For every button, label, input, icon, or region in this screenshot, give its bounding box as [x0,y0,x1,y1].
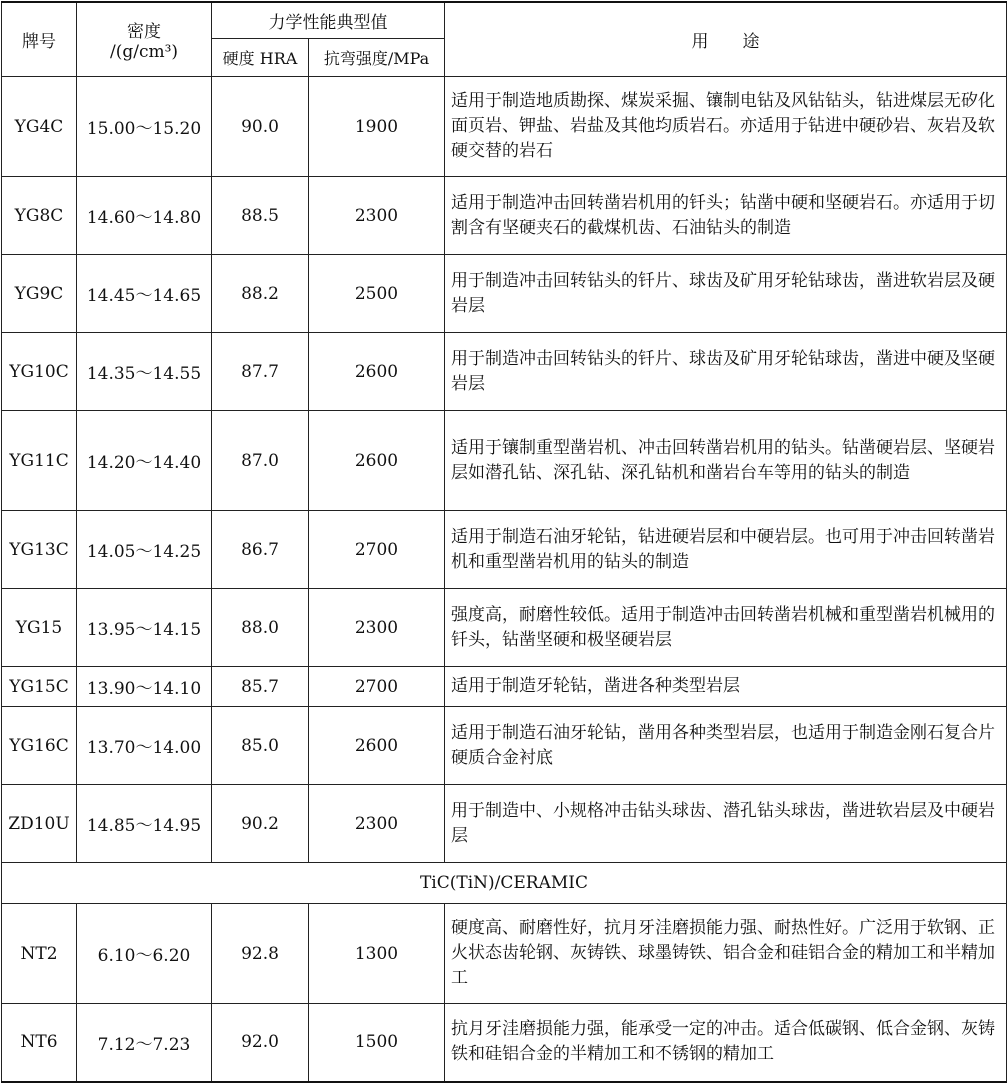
cell-hardness: 87.0 [212,411,309,511]
cell-strength: 2600 [309,333,445,411]
header-usage: 用 途 [445,2,1007,77]
table-row [2,333,1007,411]
table-row [2,785,1007,863]
cell-usage: 强度高，耐磨性较低。适用于制造冲击回转凿岩机械和重型凿岩机械用的钎头，钻凿坚硬和极坚硬岩层 [445,589,1007,667]
cell-hardness: 88.2 [212,255,309,333]
cell-strength: 2300 [309,177,445,255]
cell-grade: NT2 [2,904,77,1004]
table-row [2,667,1007,707]
cell-density: 14.45～14.65 [77,255,212,333]
table-row [2,904,1007,1004]
header-density-name: 密度 [127,22,161,42]
header-grade: 牌号 [2,2,77,77]
cell-strength: 2300 [309,785,445,863]
cell-usage: 适用于镶制重型凿岩机、冲击回转凿岩机用的钻头。钻凿硬岩层、坚硬岩层如潜孔钻、深孔钻、深孔钻机和凿岩台车等用的钻头的制造 [445,411,1007,511]
cell-grade: ZD10U [2,785,77,863]
cell-strength: 2500 [309,255,445,333]
cell-density: 15.00～15.20 [77,77,212,177]
cell-usage: 用于制造中、小规格冲击钻头球齿、潜孔钻头球齿，凿进软岩层及中硬岩层 [445,785,1007,863]
cell-usage: 用于制造冲击回转钻头的钎片、球齿及矿用牙轮钻球齿，凿进中硬及坚硬岩层 [445,333,1007,411]
cell-grade: YG15C [2,667,77,707]
cell-hardness: 90.2 [212,785,309,863]
table-row [2,411,1007,511]
cell-usage: 抗月牙洼磨损能力强，能承受一定的冲击。适合低碳钢、低合金钢、灰铸铁和硅铝合金的半精加工和不锈钢的精加工 [445,1004,1007,1082]
header-strength: 抗弯强度/MPa [309,39,445,77]
cell-strength: 1300 [309,904,445,1004]
table-row [2,255,1007,333]
table-row [2,511,1007,589]
cell-grade: YG11C [2,411,77,511]
cell-grade: YG9C [2,255,77,333]
cell-strength: 2700 [309,667,445,707]
cell-usage: 硬度高、耐磨性好，抗月牙洼磨损能力强、耐热性好。广泛用于软钢、正火状态齿轮钢、灰铸铁、球墨铸铁、铝合金和硅铝合金的精加工和半精加工 [445,904,1007,1004]
cell-density: 14.85～14.95 [77,785,212,863]
cell-hardness: 90.0 [212,77,309,177]
cell-density: 13.90～14.10 [77,667,212,707]
table-row [2,77,1007,177]
cell-grade: NT6 [2,1004,77,1082]
table-row [2,177,1007,255]
cell-strength: 1500 [309,1004,445,1082]
cell-strength: 2600 [309,411,445,511]
cell-grade: YG8C [2,177,77,255]
cell-grade: YG10C [2,333,77,411]
section-row [2,863,1007,904]
cell-hardness: 88.5 [212,177,309,255]
cell-hardness: 92.0 [212,1004,309,1082]
cell-grade: YG15 [2,589,77,667]
table-row [2,1004,1007,1082]
section-title: TiC(TiN)/CERAMIC [2,863,1007,904]
cell-hardness: 86.7 [212,511,309,589]
cell-grade: YG4C [2,77,77,177]
table-row [2,707,1007,785]
cell-density: 14.60～14.80 [77,177,212,255]
header-mechanical: 力学性能典型值 [212,2,445,39]
cell-usage: 用于制造冲击回转钻头的钎片、球齿及矿用牙轮钻球齿，凿进软岩层及硬岩层 [445,255,1007,333]
cell-usage: 适用于制造牙轮钻，凿进各种类型岩层 [445,667,1007,707]
cell-grade: YG13C [2,511,77,589]
header-hardness: 硬度 HRA [212,39,309,77]
cell-usage: 适用于制造石油牙轮钻，凿用各种类型岩层，也适用于制造金刚石复合片硬质合金衬底 [445,707,1007,785]
cell-hardness: 92.8 [212,904,309,1004]
cell-usage: 适用于制造石油牙轮钻，钻进硬岩层和中硬岩层。也可用于冲击回转凿岩机和重型凿岩机用的钻头的制造 [445,511,1007,589]
cell-strength: 2300 [309,589,445,667]
cell-density: 7.12～7.23 [77,1004,212,1082]
cell-density: 14.05～14.25 [77,511,212,589]
cell-density: 14.20～14.40 [77,411,212,511]
cell-hardness: 88.0 [212,589,309,667]
cell-strength: 2700 [309,511,445,589]
cell-grade: YG16C [2,707,77,785]
carbide-grades-table [1,1,1007,1083]
cell-hardness: 87.7 [212,333,309,411]
cell-usage: 适用于制造地质勘探、煤炭采掘、镶制电钻及风钻钻头，钻进煤层无矽化面页岩、钾盐、岩盐及其他均质岩石。亦适用于钻进中硬砂岩、灰岩及软硬交替的岩石 [445,77,1007,177]
header-density [77,2,212,77]
cell-density: 14.35～14.55 [77,333,212,411]
table-row [2,589,1007,667]
header-density-unit: /(g/cm³) [109,42,179,62]
cell-usage: 适用于制造冲击回转凿岩机用的钎头；钻凿中硬和坚硬岩石。亦适用于切割含有坚硬夹石的截煤机齿、石油钻头的制造 [445,177,1007,255]
cell-density: 13.70～14.00 [77,707,212,785]
cell-hardness: 85.0 [212,707,309,785]
cell-density: 6.10～6.20 [77,904,212,1004]
cell-strength: 2600 [309,707,445,785]
cell-strength: 1900 [309,77,445,177]
cell-density: 13.95～14.15 [77,589,212,667]
cell-hardness: 85.7 [212,667,309,707]
